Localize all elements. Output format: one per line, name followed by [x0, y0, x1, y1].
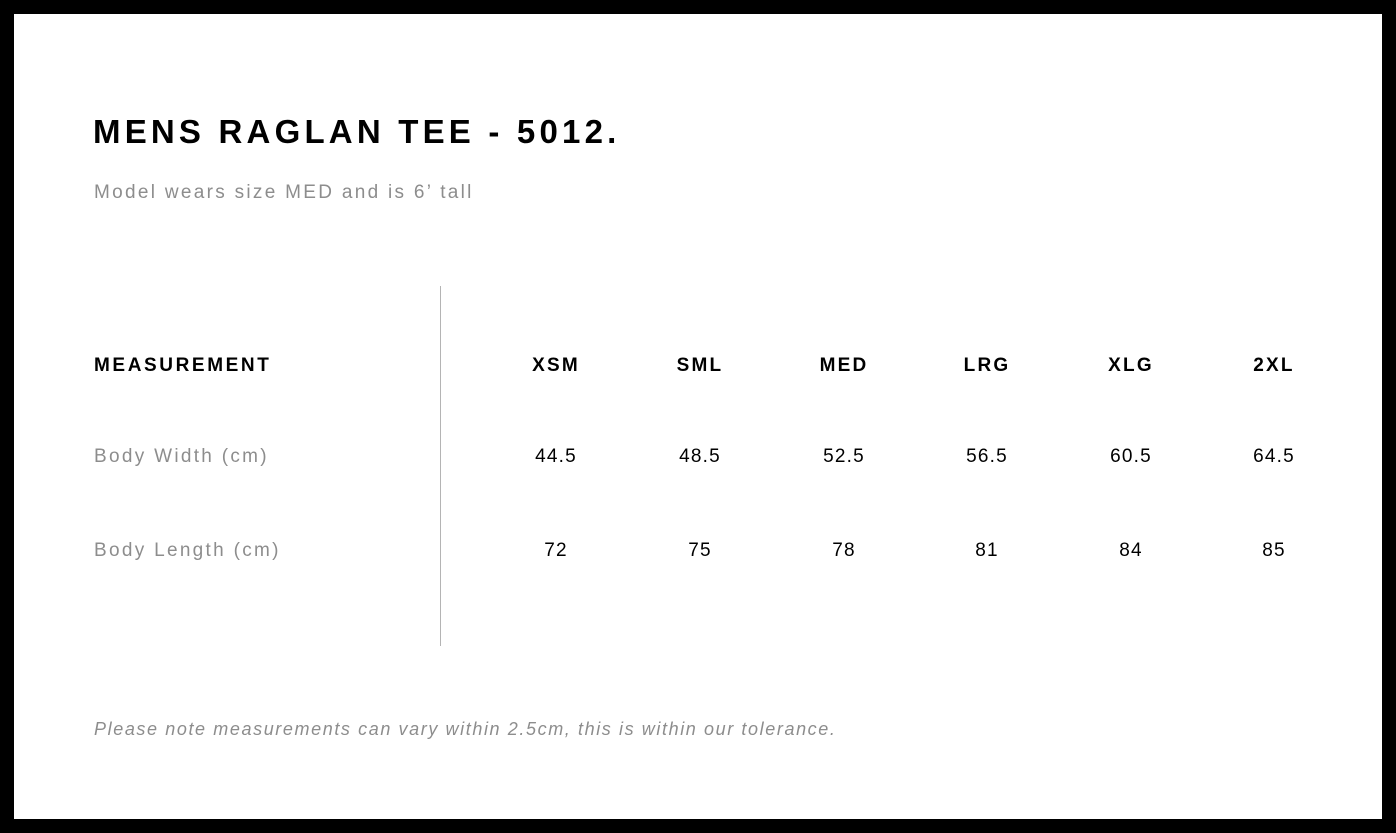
column-header-sml: SML: [676, 355, 724, 376]
column-header-lrg: LRG: [963, 355, 1011, 376]
cell-body-width-2xl: 64.5: [1253, 446, 1295, 467]
row-label-body-width: Body Width (cm): [94, 446, 269, 467]
cell-body-length-lrg: 81: [975, 540, 999, 561]
column-header-xlg: XLG: [1108, 355, 1154, 376]
page-title: MENS RAGLAN TEE - 5012.: [93, 113, 621, 150]
cell-body-length-xlg: 84: [1119, 540, 1143, 561]
cell-body-width-xlg: 60.5: [1110, 446, 1152, 467]
size-table: [14, 14, 1382, 819]
size-chart-page: [14, 14, 1382, 819]
cell-body-length-xsm: 72: [544, 540, 568, 561]
cell-body-length-med: 78: [832, 540, 856, 561]
table-row: [14, 446, 1382, 476]
cell-body-length-2xl: 85: [1262, 540, 1286, 561]
column-header-measurement: MEASUREMENT: [94, 355, 272, 376]
tolerance-note: Please note measurements can vary within 2.5cm, this is within our tolerance.: [94, 719, 837, 739]
column-header-xsm: XSM: [532, 355, 580, 376]
column-header-2xl: 2XL: [1253, 355, 1295, 376]
table-row: [14, 540, 1382, 570]
size-chart-content: [14, 14, 1382, 819]
column-header-med: MED: [819, 355, 869, 376]
cell-body-width-xsm: 44.5: [535, 446, 577, 467]
row-label-body-length: Body Length (cm): [94, 540, 281, 561]
cell-body-width-sml: 48.5: [679, 446, 721, 467]
cell-body-width-med: 52.5: [823, 446, 865, 467]
table-header-row: [14, 355, 1382, 385]
cell-body-length-sml: 75: [688, 540, 712, 561]
cell-body-width-lrg: 56.5: [966, 446, 1008, 467]
model-info-text: Model wears size MED and is 6’ tall: [94, 182, 474, 203]
